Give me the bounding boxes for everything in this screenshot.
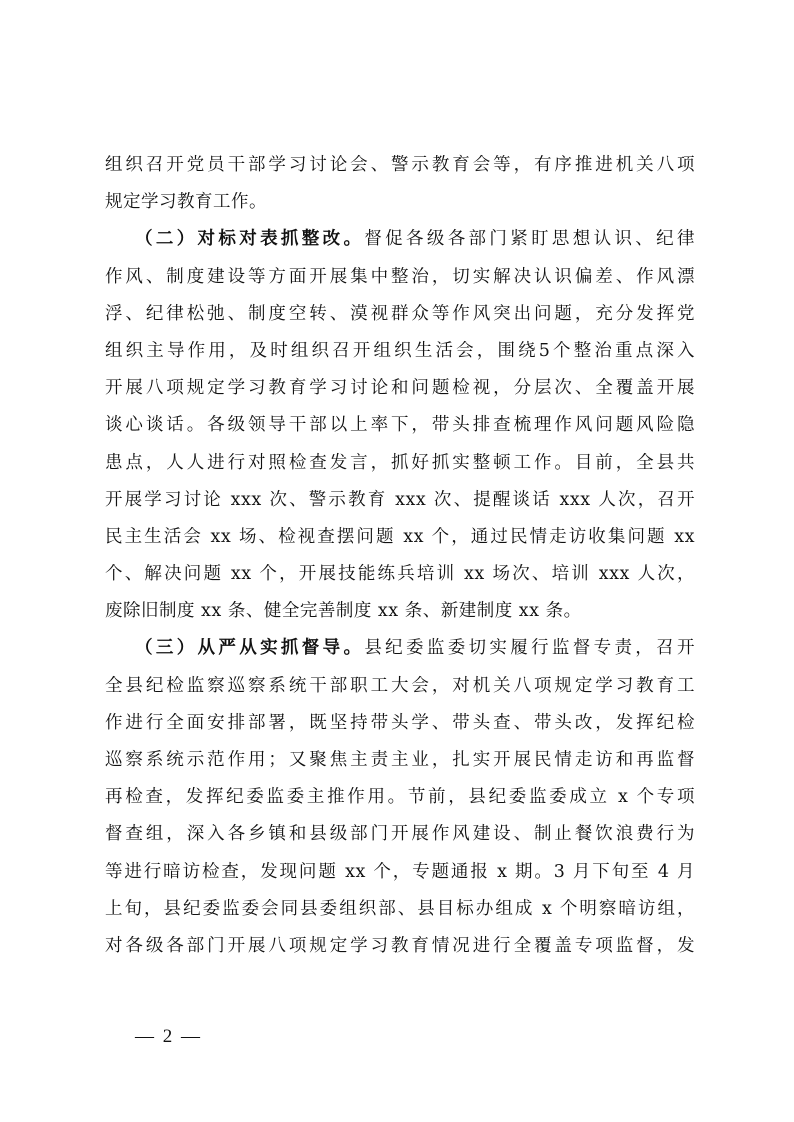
paragraph-text: 县纪委监委切实履行监督专责，召开 xyxy=(364,638,696,659)
paragraph-line: 作进行全面安排部署，既坚持带头学、带头查、带头改，发挥纪检 xyxy=(105,712,695,733)
document-body xyxy=(105,147,695,965)
paragraph-line: 巡察系统示范作用；又聚焦主责主业，扎实开展民情走访和再监督 xyxy=(105,750,695,770)
paragraph-line: 全县纪检监察巡察系统干部职工大会，对机关八项规定学习教育工 xyxy=(105,675,695,696)
section-heading: （二）对标对表抓整改。 xyxy=(135,229,365,250)
paragraph-line: 开展学习讨论 xxx 次、警示教育 xxx 次、提醒谈话 xxx 人次，召开 xyxy=(105,489,695,510)
paragraph-line: 谈心谈话。各级领导干部以上率下，带头排查梳理作风问题风险隐 xyxy=(105,415,695,436)
paragraph-supervision xyxy=(105,630,695,965)
paragraph-line xyxy=(105,221,695,258)
paragraph-line: 组织主导作用，及时组织召开组织生活会，围绕5个整治重点深入 xyxy=(105,340,695,361)
paragraph-line: 浮、纪律松弛、制度空转、漠视群众等作风突出问题，充分发挥党 xyxy=(105,303,695,324)
section-heading: （三）从严从实抓督导。 xyxy=(135,638,365,659)
paragraph-line: 个、解决问题 xx 个，开展技能练兵培训 xx 场次、培训 xxx 人次， xyxy=(105,564,695,585)
paragraph-line: 对各级各部门开展八项规定学习教育情况进行全覆盖专项监督，发 xyxy=(105,935,695,956)
paragraph-rectification xyxy=(105,221,695,630)
paragraph-line: 等进行暗访检查，发现问题 xx 个，专题通报 x 期。3 月下旬至 4 月 xyxy=(105,861,695,882)
paragraph-line: 民主生活会 xx 场、检视查摆问题 xx 个，通过民情走访收集问题 xx xyxy=(105,526,695,547)
paragraph-line: 开展八项规定学习教育学习讨论和问题检视，分层次、全覆盖开展 xyxy=(105,378,695,399)
paragraph-continuation xyxy=(105,147,695,221)
paragraph-line: 作风、制度建设等方面开展集中整治，切实解决认识偏差、作风漂 xyxy=(105,266,695,287)
paragraph-line xyxy=(105,630,695,667)
paragraph-line: 再检查，发挥纪委监委主推作用。节前，县纪委监委成立 x 个专项 xyxy=(105,787,695,808)
page-number: — 2 — xyxy=(135,1026,202,1047)
paragraph-line: 患点，人人进行对照检查发言，抓好抓实整顿工作。目前，全县共 xyxy=(105,452,695,473)
paragraph-line: 上旬，县纪委监委会同县委组织部、县目标办组成 x 个明察暗访组， xyxy=(105,898,695,919)
paragraph-text: 督促各级各部门紧盯思想认识、纪律 xyxy=(364,229,696,250)
paragraph-line: 组织召开党员干部学习讨论会、警示教育会等，有序推进机关八项 xyxy=(105,155,695,175)
paragraph-line: 废除旧制度 xx 条、健全完善制度 xx 条、新建制度 xx 条。 xyxy=(105,601,582,622)
paragraph-line: 规定学习教育工作。 xyxy=(105,192,267,213)
paragraph-line: 督查组，深入各乡镇和县级部门开展作风建设、制止餐饮浪费行为 xyxy=(105,824,695,845)
